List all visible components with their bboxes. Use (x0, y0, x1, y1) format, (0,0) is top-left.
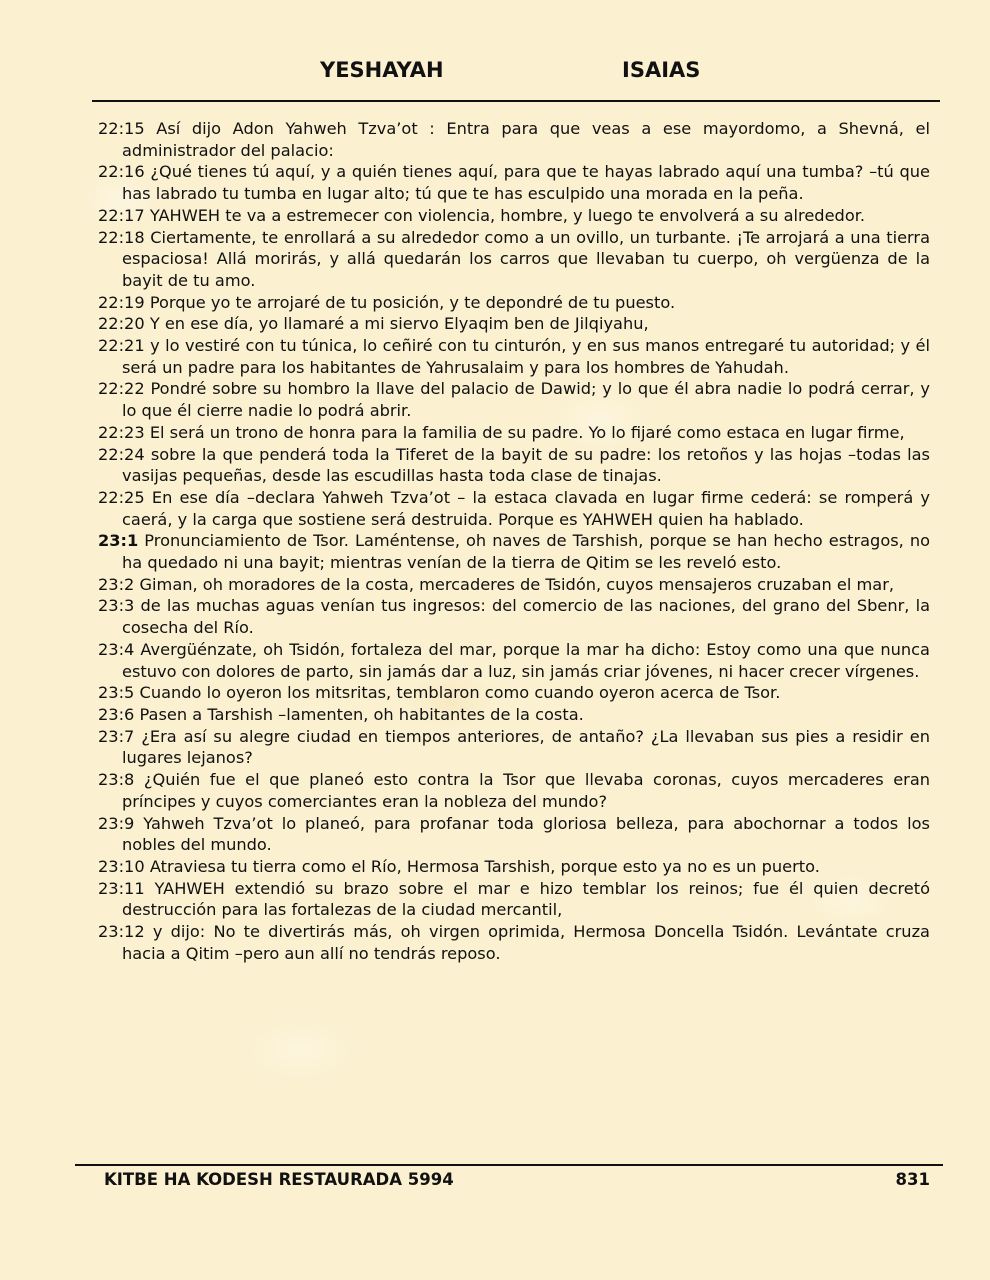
verse-reference: 23:10 (98, 856, 145, 876)
verse-text: y dijo: No te divertirás más, oh virgen oprimida, Hermosa Doncella Tsidón. Levántate cruza hacia a Qitim –pero aun allí no tendrás reposo. (122, 922, 930, 963)
verse (98, 726, 930, 769)
verse (98, 639, 930, 682)
verse-text: Y en ese día, yo llamaré a mi siervo Elyaqim ben de Jilqiyahu, (149, 314, 649, 334)
verse-reference: 22:24 (98, 444, 145, 464)
verse-text: Pondré sobre su hombro la llave del palacio de Dawid; y lo que él abra nadie lo podrá cerrar, y lo que él cierre nadie lo podrá abrir. (122, 379, 930, 421)
verse-reference: 22:15 (98, 119, 145, 138)
verse (98, 227, 930, 292)
verse-text: Avergüénzate, oh Tsidón, fortaleza del mar, porque la mar ha dicho: Estoy como una que nunca estuvo con dolores de parto, sin jamás dar a luz, sin jamás criar jóvenes, ni hacer crecer vírgenes. (122, 639, 930, 681)
verse-text: y lo vestiré con tu túnica, lo ceñiré con tu cinturón, y en sus manos entregaré tu autoridad; y él será un padre para los habitantes de Yahrusalaim y para los hombres de Yahudah. (122, 336, 930, 377)
verse (98, 921, 930, 964)
verse-reference: 22:23 (98, 422, 145, 442)
verse-reference: 23:8 (98, 770, 135, 790)
page-header (0, 58, 990, 88)
verse-reference: 23:7 (98, 726, 135, 746)
verse-text: ¿Qué tienes tú aquí, y a quién tienes aquí, para que te hayas labrado aquí una tumba? –tú que has labrado tu tumba en lugar alto; tú que te has esculpido una morada en la peña. (122, 162, 930, 204)
verse-text: de las muchas aguas venían tus ingresos: del comercio de las naciones, del grano del Sbenr, la cosecha del Río. (122, 596, 930, 638)
verse (98, 292, 930, 314)
verse (98, 813, 930, 856)
verse (98, 313, 930, 335)
verse-reference: 23:6 (98, 704, 135, 724)
verse-reference: 22:19 (98, 292, 145, 312)
verse-reference: 23:11 (98, 878, 145, 898)
verse-reference: 22:18 (98, 227, 145, 247)
header-book-hebrew: YESHAYAH (320, 58, 444, 82)
verse-text: Cuando lo oyeron los mitsritas, temblaron como cuando oyeron acerca de Tsor. (139, 683, 781, 703)
footer-rule (75, 1164, 943, 1166)
verse (98, 378, 930, 421)
verse-text: Ciertamente, te enrollará a su alrededor como a un ovillo, un turbante. ¡Te arrojará a una tierra espaciosa! Allá morirás, y allá quedarán los carros que llevaban tu cuerpo, oh vergüenza de la bayit de tu amo. (122, 227, 930, 290)
verse (98, 595, 930, 638)
verse-reference: 22:22 (98, 379, 145, 399)
verse (98, 335, 930, 378)
verse-reference: 22:25 (98, 487, 145, 507)
verse (98, 487, 930, 530)
verse-text: ¿Quién fue el que planeó esto contra la Tsor que llevaba coronas, cuyos mercaderes eran príncipes y cuyos comerciantes eran la nobleza del mundo? (122, 770, 930, 811)
verse-text: Giman, oh moradores de la costa, mercaderes de Tsidón, cuyos mensajeros cruzaban el mar, (139, 574, 894, 594)
verse (98, 878, 930, 921)
verse (98, 530, 930, 573)
verse (98, 769, 930, 812)
verse (98, 444, 930, 487)
verse-text: Pasen a Tarshish –lamenten, oh habitantes de la costa. (139, 704, 584, 724)
verse-reference: 23:5 (98, 683, 135, 703)
verse (98, 574, 930, 596)
verse-text: ¿Era así su alegre ciudad en tiempos anteriores, de antaño? ¿La llevaban sus pies a residir en lugares lejanos? (122, 726, 930, 768)
page-number: 831 (895, 1170, 930, 1189)
verse-reference: 22:20 (98, 314, 145, 334)
verse-reference: 23:2 (98, 574, 135, 594)
verse (98, 422, 930, 444)
verse-text: Porque yo te arrojaré de tu posición, y te depondré de tu puesto. (149, 292, 676, 312)
verse-text: El será un trono de honra para la familia de su padre. Yo lo fijaré como estaca en lugar firme, (149, 422, 905, 442)
verse-reference: 23:12 (98, 922, 145, 942)
verse (98, 856, 930, 878)
verse-text: Atraviesa tu tierra como el Río, Hermosa Tarshish, porque esto ya no es un puerto. (149, 856, 820, 876)
verse-list (98, 118, 930, 964)
verse-reference: 23:3 (98, 596, 135, 616)
header-rule (92, 100, 940, 102)
verse (98, 704, 930, 726)
verse-reference: 23:9 (98, 813, 135, 833)
verse-text: En ese día –declara Yahweh Tzva’ot – la estaca clavada en lugar firme cederá: se romperá y caerá, y la carga que sostiene será destruida. Porque es YAHWEH quien ha hablado. (122, 487, 930, 529)
verse (98, 682, 930, 704)
verse-text: Pronunciamiento de Tsor. Laméntense, oh naves de Tarshish, porque se han hecho estragos, no ha quedado ni una bayit; mientras venían de la tierra de Qitim se les reveló esto. (122, 531, 930, 573)
verse-text: YAHWEH te va a estremecer con violencia, hombre, y luego te envolverá a su alrededor. (149, 205, 866, 225)
verse-text: sobre la que penderá toda la Tiferet de la bayit de su padre: los retoños y las hojas –todas las vasijas pequeñas, desde las escudillas hasta toda clase de tinajas. (122, 444, 930, 486)
verse-reference: 22:17 (98, 205, 145, 225)
verse-reference: 23:4 (98, 639, 135, 659)
verse-reference: 22:16 (98, 162, 145, 182)
verse (98, 161, 930, 204)
footer-title: KITBE HA KODESH RESTAURADA 5994 (104, 1170, 454, 1189)
verse (98, 118, 930, 161)
header-book-spanish: ISAIAS (622, 58, 701, 82)
verse (98, 205, 930, 227)
verse-reference: 22:21 (98, 336, 145, 356)
verse-text: YAHWEH extendió su brazo sobre el mar e hizo temblar los reinos; fue él quien decretó destrucción para las fortalezas de la ciudad mercantil, (122, 878, 930, 920)
verse-text: Así dijo Adon Yahweh Tzva’ot : Entra para que veas a ese mayordomo, a Shevná, el administrador del palacio: (122, 119, 930, 160)
verse-text: Yahweh Tzva’ot lo planeó, para profanar toda gloriosa belleza, para abochornar a todos los nobles del mundo. (122, 813, 930, 855)
verse-reference: 23:1 (98, 531, 139, 551)
